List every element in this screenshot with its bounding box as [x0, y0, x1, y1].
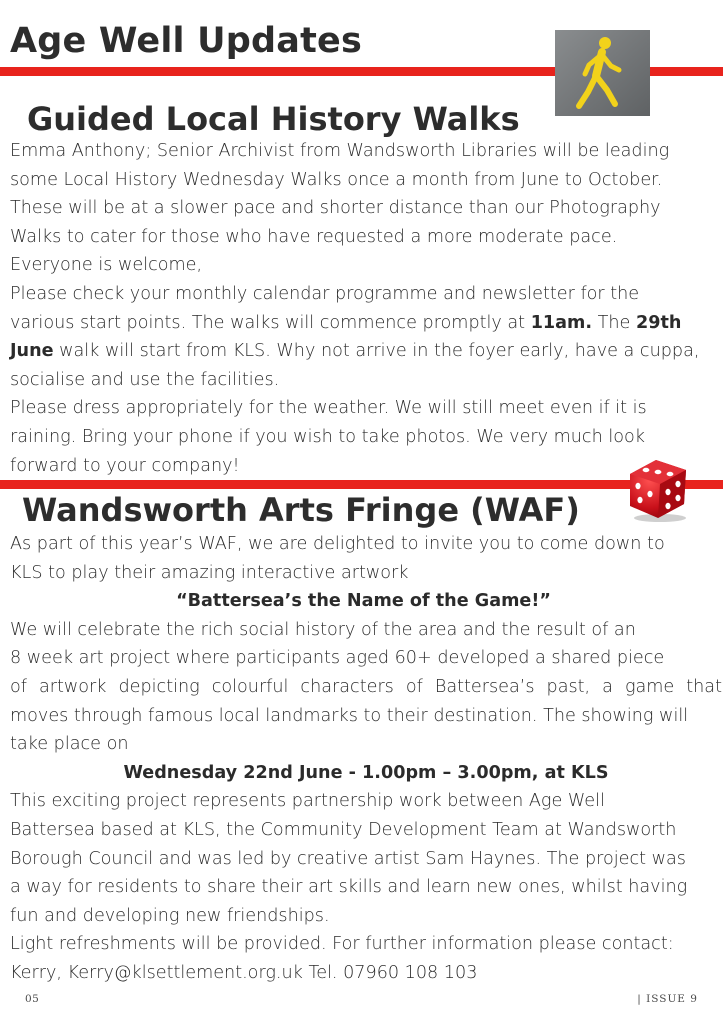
- text-line: Walks to cater for those who have requested a more moderate pace.: [10, 226, 618, 247]
- text-line: of artwork depicting colourful characters of Battersea’s past, a game that: [10, 676, 722, 697]
- event-date: Wednesday 22nd June - 1.00pm – 3.00pm, at KLS: [123, 762, 609, 783]
- text-line: fun and developing new friendships.: [10, 905, 330, 926]
- walk-date-day: 29th: [635, 312, 682, 333]
- arts-fringe-body: [10, 530, 722, 988]
- red-dice-image: [622, 452, 694, 524]
- text-line: As part of this year’s WAF, we are delighted to invite you to come down to: [10, 534, 665, 554]
- text-fragment: walk will start from KLS. Why not arrive in the foyer early, have a cuppa,: [53, 341, 700, 362]
- text-line: take place on: [10, 734, 129, 755]
- text-line: Borough Council and was led by creative artist Sam Haynes. The project was: [10, 848, 686, 869]
- text-line: 8 week art project where participants aged 60+ developed a shared piece: [10, 648, 665, 669]
- walking-person-sign-image: [555, 30, 650, 116]
- section-divider: [0, 480, 723, 489]
- text-line: Light refreshments will be provided. For further information please contact:: [10, 934, 674, 955]
- walk-date-month: June: [10, 341, 54, 362]
- section-heading-arts-fringe: Wandsworth Arts Fringe (WAF): [22, 491, 580, 529]
- contact-line: Kerry, Kerry@klsettlement.org.uk Tel. 07960 108 103: [10, 962, 478, 983]
- text-line: Please dress appropriately for the weather. We will still meet even if it is: [10, 398, 647, 419]
- history-walks-body: [10, 137, 722, 480]
- text-line: moves through famous local landmarks to their destination. The showing will: [10, 705, 689, 726]
- text-fragment: various start points. The walks will commence promptly at: [10, 312, 531, 333]
- text-line: Battersea based at KLS, the Community Development Team at Wandsworth: [10, 819, 677, 840]
- text-fragment: The: [592, 312, 636, 333]
- text-line: Emma Anthony; Senior Archivist from Wandsworth Libraries will be leading: [10, 141, 670, 161]
- text-line: [10, 337, 722, 366]
- text-line: raining. Bring your phone if you wish to take photos. We very much look: [10, 426, 645, 447]
- text-line: socialise and use the facilities.: [10, 369, 280, 390]
- page-number: 05: [25, 993, 40, 1005]
- text-line: This exciting project represents partnership work between Age Well: [10, 791, 605, 812]
- text-line: [10, 309, 722, 338]
- section-heading-history-walks: Guided Local History Walks: [27, 100, 520, 138]
- text-line: We will celebrate the rich social history of the area and the result of an: [10, 619, 636, 640]
- artwork-title: “Battersea’s the Name of the Game!”: [176, 591, 551, 612]
- text-line: some Local History Wednesday Walks once a month from June to October.: [10, 169, 663, 190]
- text-line: a way for residents to share their art skills and learn new ones, whilst having: [10, 877, 688, 898]
- text-line: These will be at a slower pace and shorter distance than our Photography: [10, 198, 661, 219]
- issue-label: | ISSUE 9: [637, 993, 698, 1005]
- text-line: Everyone is welcome,: [10, 255, 203, 276]
- text-line: forward to your company!: [10, 455, 240, 476]
- page-title: Age Well Updates: [10, 21, 362, 61]
- text-line: KLS to play their amazing interactive artwork: [10, 562, 409, 583]
- text-line: Please check your monthly calendar programme and newsletter for the: [10, 283, 640, 304]
- walk-start-time: 11am.: [530, 312, 593, 333]
